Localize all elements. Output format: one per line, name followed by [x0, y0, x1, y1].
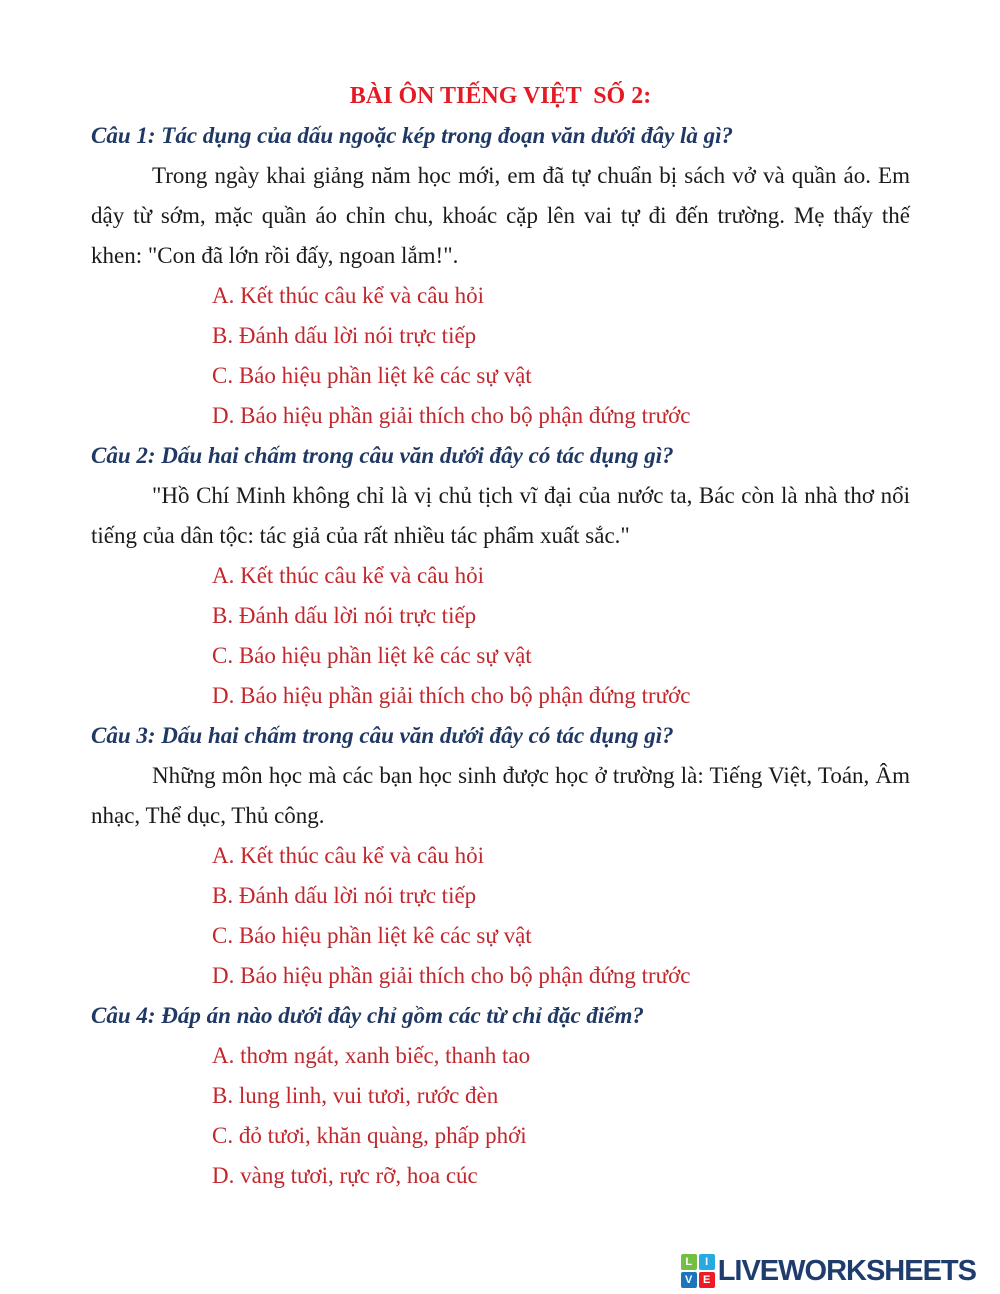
question-1-option-a[interactable]: A. Kết thúc câu kể và câu hỏi	[212, 283, 485, 308]
question-2-header: Câu 2: Dấu hai chấm trong câu văn dưới đây có tác dụng gì?	[91, 443, 674, 468]
question-4-option-a[interactable]: A. thơm ngát, xanh biếc, thanh tao	[212, 1043, 531, 1068]
question-block-2	[91, 436, 910, 716]
question-block-1	[91, 116, 910, 436]
question-3-header: Câu 3: Dấu hai chấm trong câu văn dưới đây có tác dụng gì?	[91, 723, 674, 748]
question-3-passage: Những môn học mà các bạn học sinh được học ở trường là: Tiếng Việt, Toán, Âm nhạc, Thể dục, Thủ công.	[91, 763, 910, 828]
question-2-option-a[interactable]: A. Kết thúc câu kể và câu hỏi	[212, 563, 485, 588]
logo-letter-v: V	[681, 1272, 697, 1288]
question-1-header: Câu 1: Tác dụng của dấu ngoặc kép trong đoạn văn dưới đây là gì?	[91, 123, 734, 148]
question-2-option-b[interactable]: B. Đánh dấu lời nói trực tiếp	[212, 603, 477, 628]
question-2-passage: "Hồ Chí Minh không chỉ là vị chủ tịch vĩ đại của nước ta, Bác còn là nhà thơ nổi tiếng của dân tộc: tác giả của rất nhiều tác phẩm xuất sắc."	[91, 483, 910, 548]
question-1-option-c[interactable]: C. Báo hiệu phần liệt kê các sự vật	[212, 363, 532, 388]
question-4-option-b[interactable]: B. lung linh, vui tươi, rước đèn	[212, 1083, 499, 1108]
question-4-option-d[interactable]: D. vàng tươi, rực rỡ, hoa cúc	[212, 1163, 478, 1188]
question-4-option-c[interactable]: C. đỏ tươi, khăn quàng, phấp phới	[212, 1123, 527, 1148]
liveworksheets-wordmark: LIVEWORKSHEETS	[717, 1254, 976, 1287]
question-1-option-b[interactable]: B. Đánh dấu lời nói trực tiếp	[212, 323, 477, 348]
logo-letter-e: E	[699, 1272, 715, 1288]
liveworksheets-logo-icon	[681, 1254, 715, 1288]
question-3-option-d[interactable]: D. Báo hiệu phần giải thích cho bộ phận đứng trước	[212, 963, 691, 988]
question-3-option-a[interactable]: A. Kết thúc câu kể và câu hỏi	[212, 843, 485, 868]
question-block-3	[91, 716, 910, 996]
question-3-option-c[interactable]: C. Báo hiệu phần liệt kê các sự vật	[212, 923, 532, 948]
question-3-option-b[interactable]: B. Đánh dấu lời nói trực tiếp	[212, 883, 477, 908]
question-block-4	[91, 996, 910, 1196]
liveworksheets-logo[interactable]	[681, 1254, 976, 1288]
question-2-option-d[interactable]: D. Báo hiệu phần giải thích cho bộ phận đứng trước	[212, 683, 691, 708]
question-2-option-c[interactable]: C. Báo hiệu phần liệt kê các sự vật	[212, 643, 532, 668]
logo-letter-i: I	[699, 1254, 715, 1270]
logo-letter-l: L	[681, 1254, 697, 1270]
question-1-passage: Trong ngày khai giảng năm học mới, em đã tự chuẩn bị sách vở và quần áo. Em dậy từ sớm, mặc quần áo chỉn chu, khoác cặp lên vai tự đi đến trường. Mẹ thấy thế khen: "Con đã lớn rồi đấy, ngoan lắm!".	[91, 163, 910, 268]
question-1-option-d[interactable]: D. Báo hiệu phần giải thích cho bộ phận đứng trước	[212, 403, 691, 428]
question-4-header: Câu 4: Đáp án nào dưới đây chỉ gồm các từ chỉ đặc điểm?	[91, 1003, 644, 1028]
page-title: BÀI ÔN TIẾNG VIỆT SỐ 2:	[349, 83, 652, 109]
